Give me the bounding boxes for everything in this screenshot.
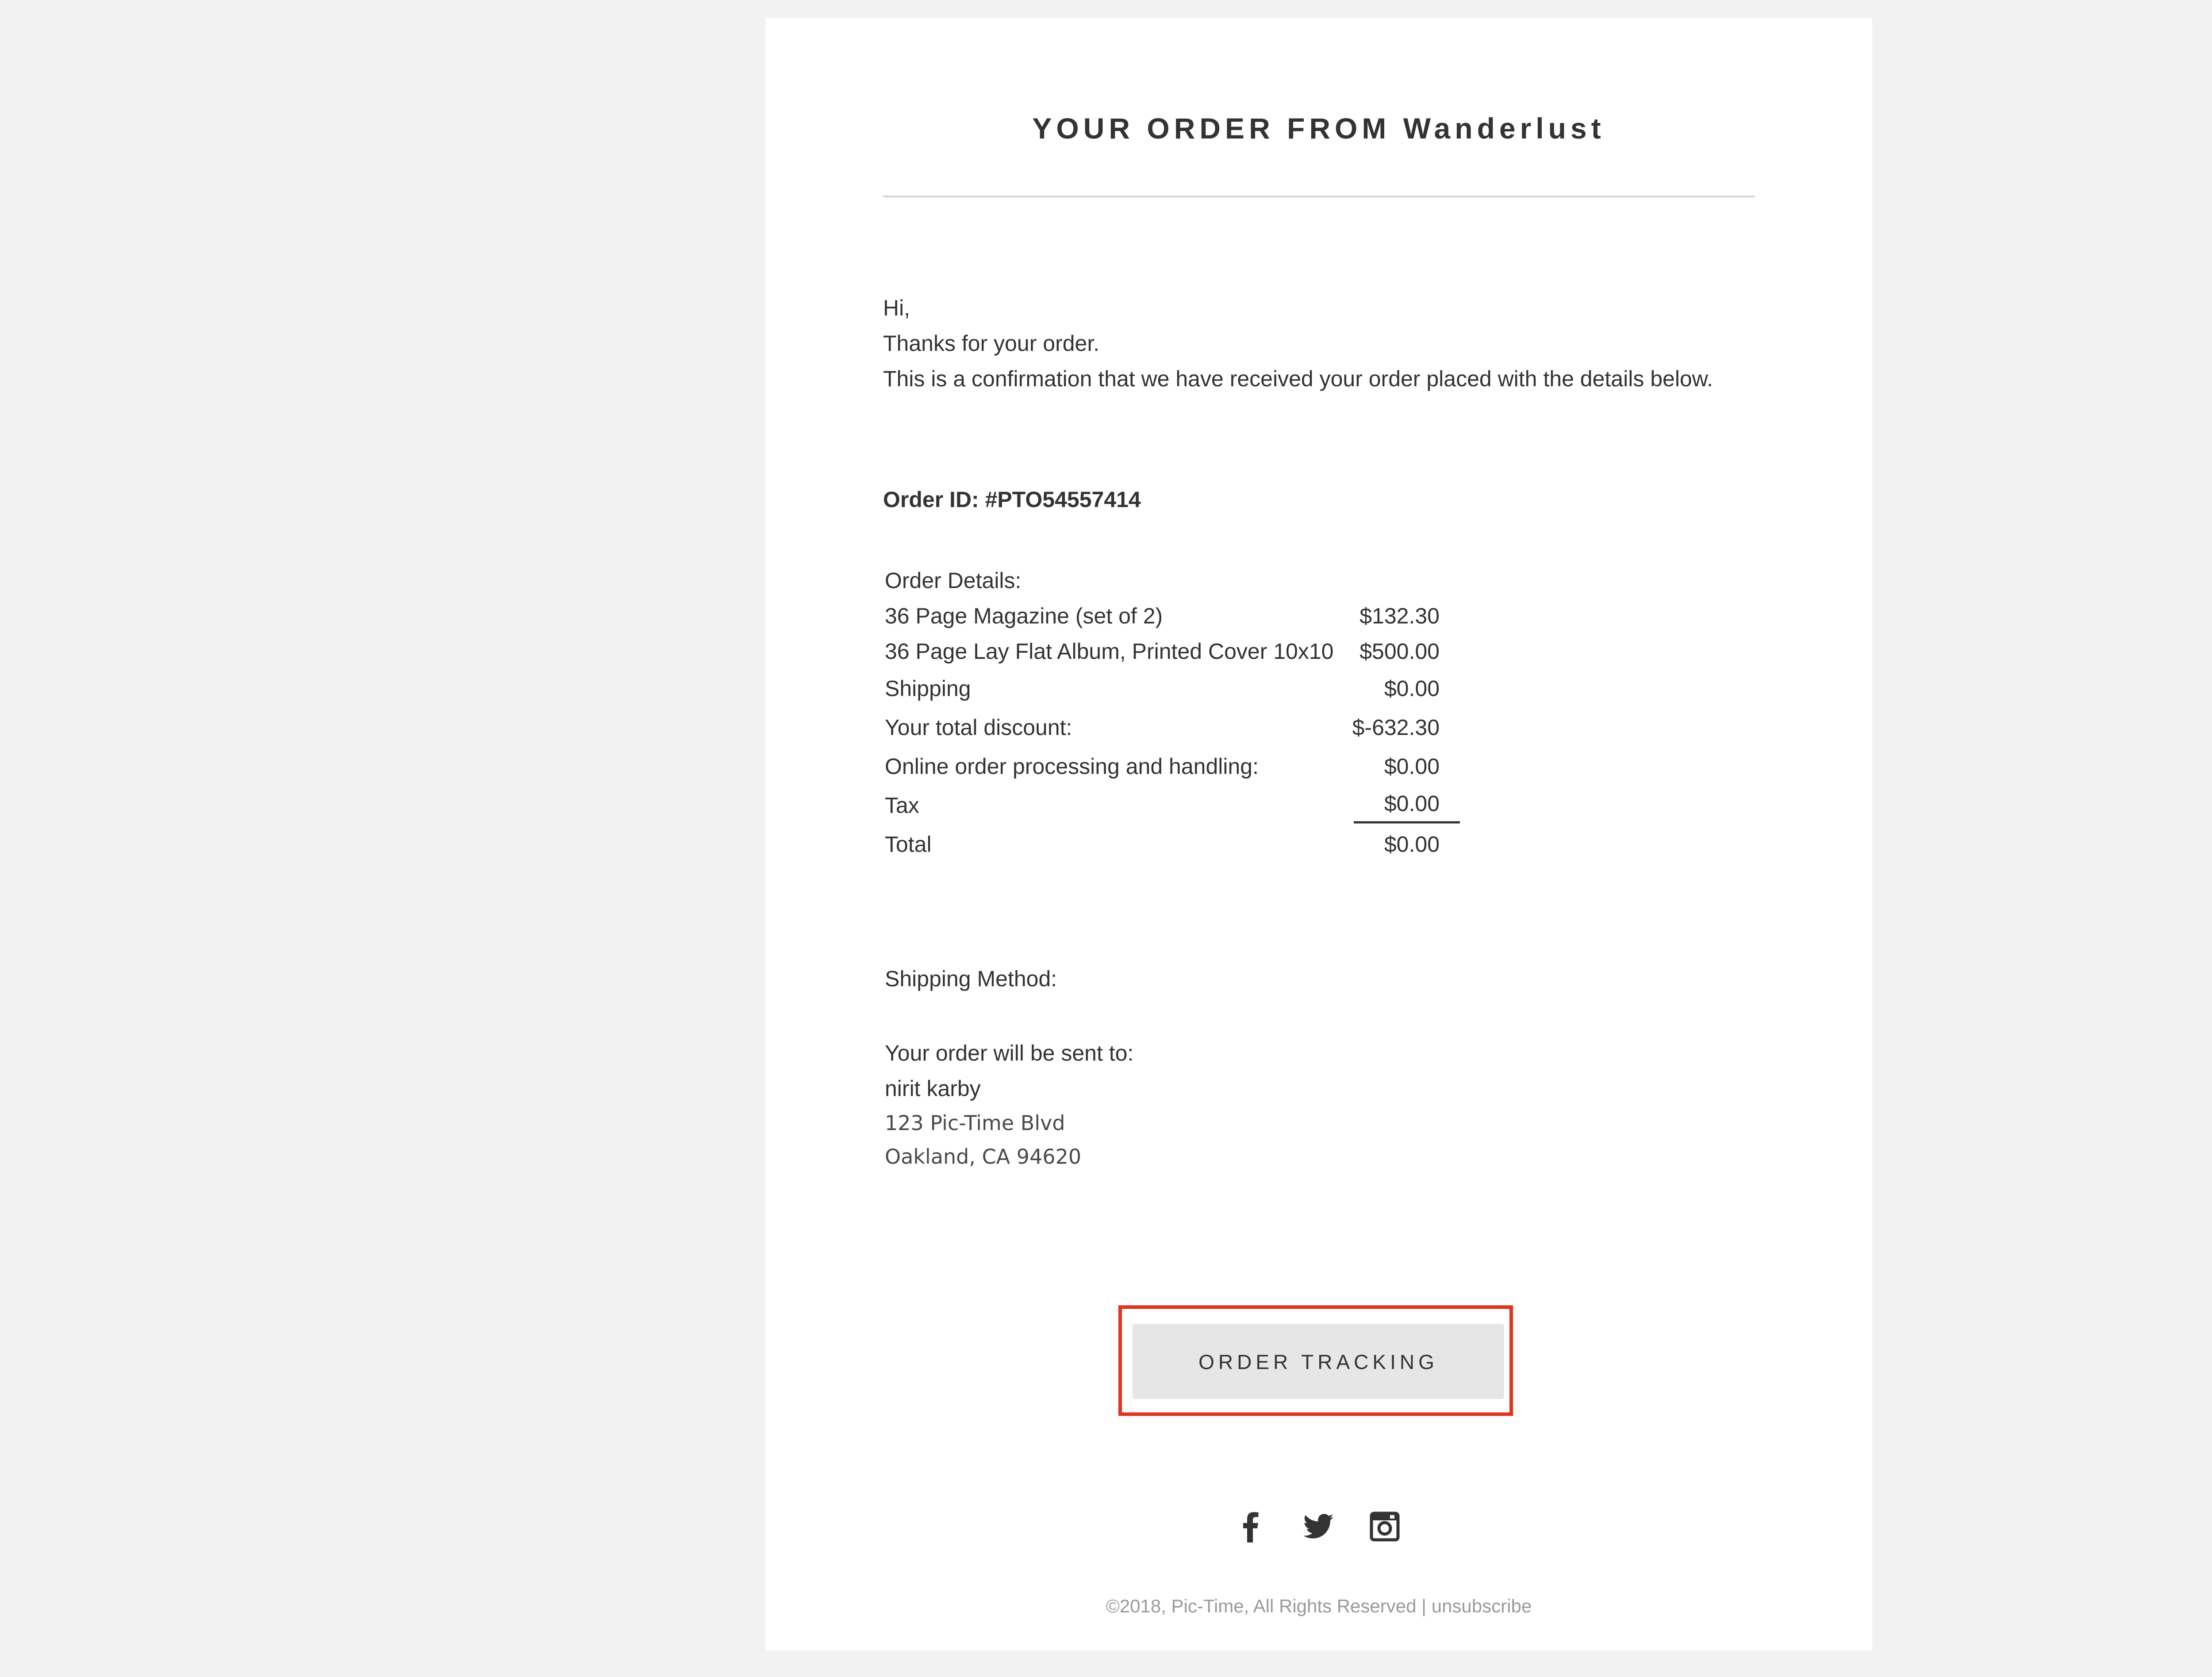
order-row-value: $0.00 [1384, 676, 1440, 701]
address-line-2: Oakland, CA 94620 [885, 1145, 1082, 1169]
order-tracking-button[interactable]: ORDER TRACKING [1133, 1324, 1504, 1399]
order-row-value: $500.00 [1359, 639, 1440, 664]
instagram-icon[interactable] [1367, 1509, 1402, 1544]
footer [765, 1593, 1872, 1619]
order-row-tax [885, 786, 1460, 825]
shipping-address [885, 1035, 1133, 1173]
order-details-heading: Order Details: [885, 568, 1022, 593]
sent-to-label: Your order will be sent to: [885, 1041, 1134, 1065]
order-row-discount [885, 708, 1460, 747]
order-row-label: 36 Page Lay Flat Album, Printed Cover 10x10 [885, 639, 1334, 664]
thanks-text: Thanks for your order. [883, 331, 1100, 356]
order-row-magazine [885, 598, 1460, 634]
facebook-icon[interactable] [1233, 1509, 1269, 1544]
email-card [765, 18, 1872, 1650]
order-row-value: $0.00 [1384, 754, 1440, 779]
order-row-label: Total [885, 832, 932, 857]
order-row-handling [885, 747, 1460, 786]
order-row-album [885, 634, 1460, 669]
order-row-value: $132.30 [1359, 604, 1440, 628]
order-row-shipping [885, 669, 1460, 708]
twitter-icon[interactable] [1301, 1509, 1336, 1544]
social-links [765, 1509, 1872, 1544]
order-row-value: $-632.30 [1352, 715, 1440, 740]
unsubscribe-link[interactable]: unsubscribe [1431, 1596, 1532, 1616]
intro-message [883, 290, 1713, 396]
address-line-1: 123 Pic-Time Blvd [885, 1111, 1065, 1135]
email-title: YOUR ORDER FROM Wanderlust [1032, 112, 1605, 145]
order-row-value: $0.00 [1384, 832, 1440, 857]
order-row-total [885, 825, 1460, 864]
order-row-label: Online order processing and handling: [885, 754, 1259, 779]
order-row-label: 36 Page Magazine (set of 2) [885, 604, 1163, 628]
copyright-text: ©2018, Pic-Time, All Rights Reserved | [1106, 1596, 1432, 1616]
order-id: Order ID: #PTO54557414 [883, 487, 1141, 512]
order-row-label: Your total discount: [885, 715, 1072, 740]
greeting-text: Hi, [883, 296, 910, 320]
shipping-method-label: Shipping Method: [885, 966, 1057, 991]
order-details-table [885, 563, 1460, 864]
order-row-label: Tax [885, 793, 919, 818]
recipient-name: nirit karby [885, 1076, 981, 1101]
title-divider [883, 196, 1755, 197]
confirmation-text: This is a confirmation that we have received your order placed with the details below. [883, 366, 1713, 391]
order-row-label: Shipping [885, 676, 971, 701]
order-row-value: $0.00 [1354, 786, 1460, 823]
